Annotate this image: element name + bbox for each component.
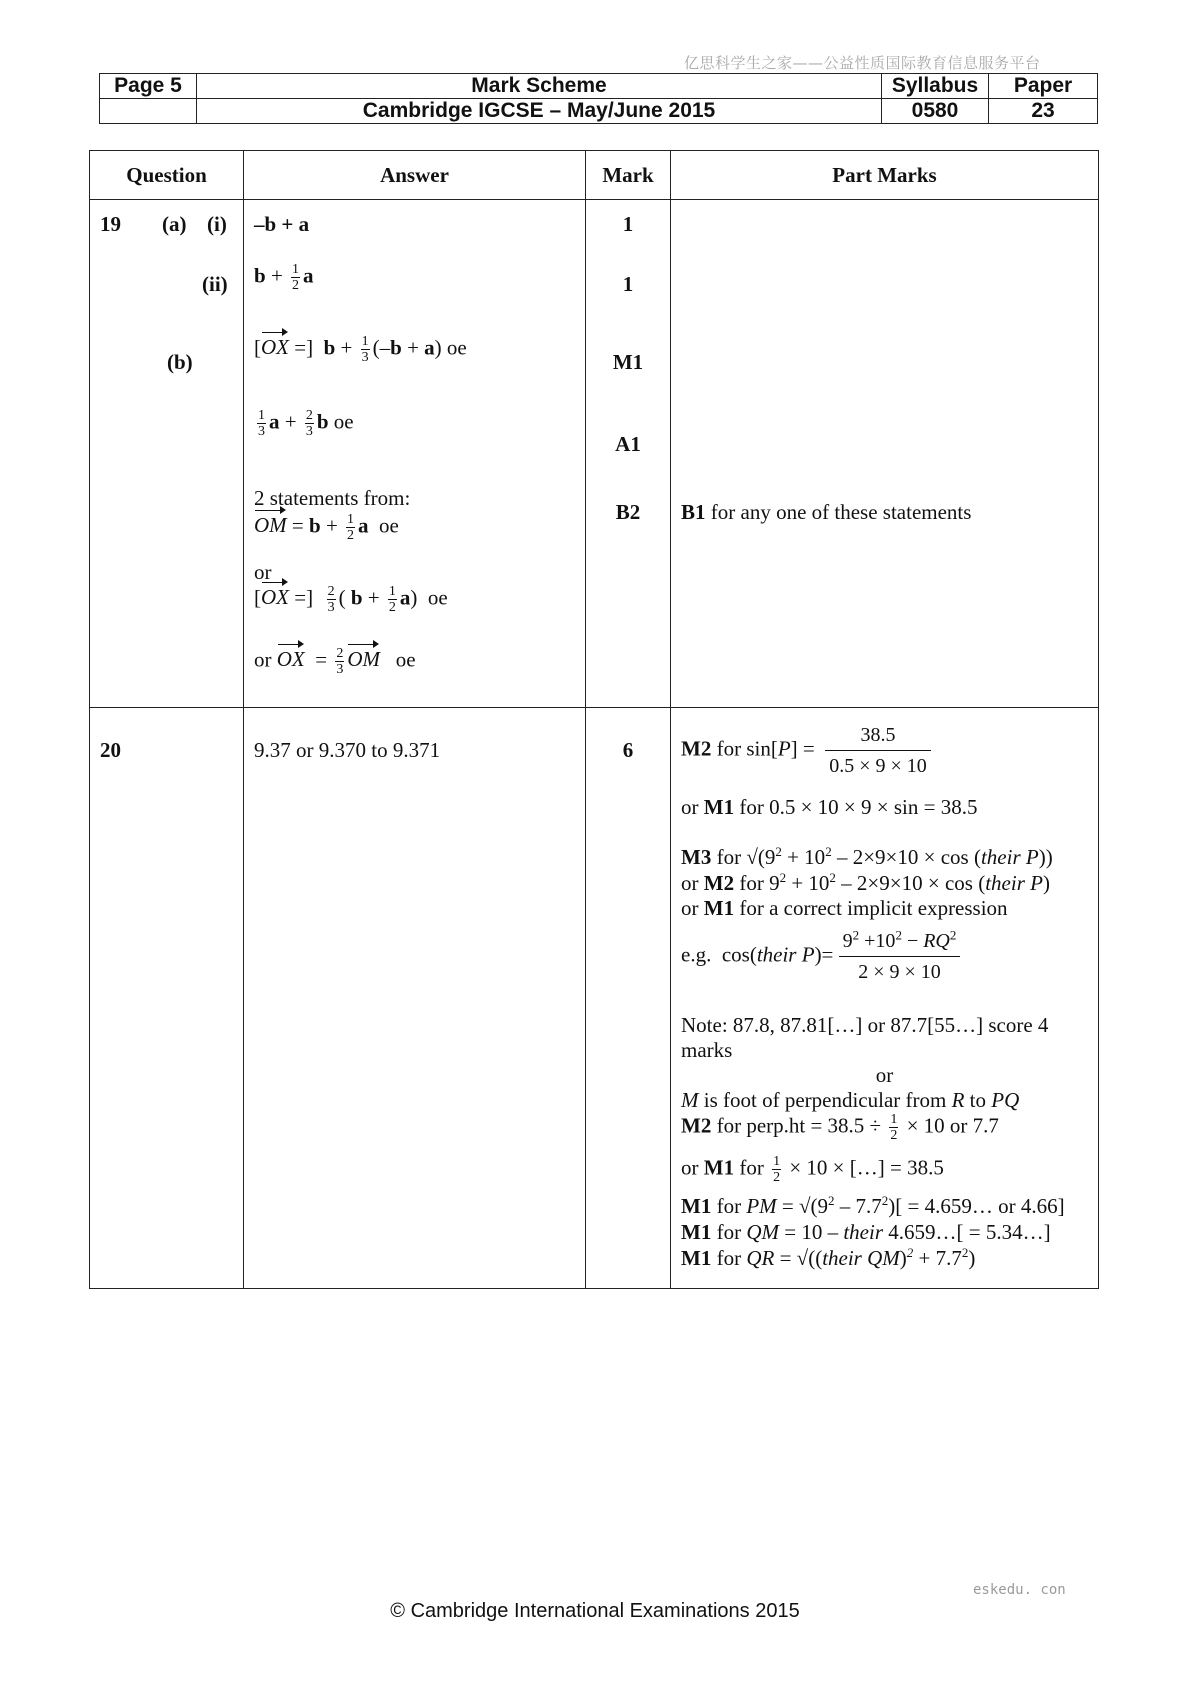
- q19-mark-b3: B2: [615, 500, 641, 524]
- q20-answer: 9.37 or 9.370 to 9.371: [254, 738, 441, 762]
- copyright-footer: © Cambridge International Examinations 2015: [390, 1600, 800, 1622]
- perp-tail: × 10 or 7.7: [906, 1113, 999, 1138]
- m1-label: M1: [681, 1220, 712, 1244]
- syllabus-label: Syllabus: [882, 74, 989, 99]
- q19-or-2: or: [254, 647, 272, 672]
- mark-scheme-table: [89, 150, 1099, 1289]
- q19-mark-ai: 1: [622, 212, 634, 236]
- header-table: [99, 73, 1098, 124]
- q20-number: 20: [100, 738, 121, 762]
- oe-label: oe: [427, 585, 448, 610]
- sin-frac-denominator: 0.5 × 9 × 10: [829, 755, 927, 777]
- q19-part-i: (i): [207, 212, 227, 236]
- oe-label: oe: [379, 513, 399, 538]
- exam-name: Cambridge IGCSE – May/June 2015: [197, 99, 882, 124]
- oe-label: oe: [395, 647, 416, 672]
- watermark-bottom: eskedu. con: [973, 1582, 1066, 1598]
- q20-m1-pm: M1 for PM = $√(9^2 - 7.7^2)$[ = 4.659… or 4.66]: [681, 1193, 1065, 1218]
- q19-mark-b2: A1: [615, 432, 641, 456]
- q20-or-center: or: [875, 1063, 894, 1087]
- q20-answer-cell: [244, 708, 586, 1289]
- q20-m2-perp: M2 for perp.ht = 38.5 ÷ $\frac{1}{2}$ × 10 or 7.7: [681, 1112, 999, 1143]
- q19-b1-label: B1: [681, 500, 706, 524]
- q20-question-cell: [90, 708, 244, 1289]
- oe-label: oe: [446, 335, 467, 360]
- q19-b1-text: for any one of these statements: [710, 500, 972, 524]
- q20-m2-sin: M2 for sin[P] = $\frac{38.5}{0.5 \times 9 \times 10}$: [681, 722, 931, 779]
- m1-label: M1: [703, 1155, 735, 1180]
- oe-label: oe: [333, 409, 354, 434]
- m2-label: M2: [703, 871, 735, 895]
- table-row-q19: [90, 200, 1099, 708]
- q20-m2-cosine: or M2 for $9^2 + 10^2 - 2\times 9\times 10 \times \cos$ (their P): [681, 870, 1050, 895]
- cos-frac-denominator: 2 × 9 × 10: [858, 961, 941, 983]
- q19-statements-label: 2 statements from:: [254, 486, 411, 510]
- q20-part-marks-cell: [671, 708, 1099, 1289]
- q20-note: Note: 87.8, 87.81[…] or 87.7[55…] score 4: [681, 1013, 1049, 1037]
- q19-mark-cell: [586, 200, 671, 708]
- m1-area-text: for 0.5 × 10 × 9 × sin = 38.5: [739, 795, 978, 819]
- q19-statement-ox-om: or OX = $\frac{2}{3}$ OM oe: [254, 646, 416, 677]
- q20-eg-cos: e.g. cos(their P)= $\frac{9^2 +10^2 - RQ^2}{2 \times 9 \times 10}$: [681, 928, 960, 985]
- paper-number: 23: [989, 99, 1098, 124]
- q19-part-b: (b): [167, 350, 193, 374]
- col-mark: Mark: [586, 151, 671, 200]
- m1-label: M1: [703, 795, 735, 819]
- m2-label: M2: [681, 736, 712, 761]
- q19-answer-b-result: $\frac{1}{3}$ a + $\frac{2}{3}$ b oe: [258, 408, 354, 439]
- m1-label: M1: [703, 896, 735, 920]
- q19-statement-ox: [OX =] $\frac{2}{3}$ ( b + $\frac{1}{2}$ a) oe: [254, 584, 448, 615]
- watermark-top: 亿思科学生之家——公益性质国际教育信息服务平台: [684, 54, 1041, 72]
- q20-mark-cell: [586, 708, 671, 1289]
- sin-frac-numerator: 38.5: [825, 722, 931, 751]
- q20-m1-qm: M1 for QM = 10 – their 4.659…[ = 5.34…]: [681, 1220, 1051, 1244]
- col-question: Question: [90, 151, 244, 200]
- col-answer: Answer: [244, 151, 586, 200]
- q19-question-cell: [90, 200, 244, 708]
- q20-m3-cosine: M3 for $√(9^2 + 10^2 - 2\times 9\times 10 \times \cos$ (their P)): [681, 844, 1053, 869]
- m2-label: M2: [681, 1113, 712, 1138]
- q19-part-marks-cell: [671, 200, 1099, 708]
- foot-text: is foot of perpendicular from: [703, 1088, 947, 1112]
- q20-mark: 6: [622, 738, 634, 762]
- col-part-marks: Part Marks: [671, 151, 1099, 200]
- column-headers: [90, 151, 1099, 200]
- q19-part-mark-b: [681, 500, 971, 525]
- q20-note-marks: marks: [681, 1038, 733, 1062]
- q20-m1-area: [681, 795, 977, 820]
- q20-m1-half: or M1 for $\frac{1}{2}$ × 10 × […] = 38.5: [681, 1154, 944, 1185]
- m1-label: M1: [681, 1246, 712, 1270]
- q19-mark-aii: 1: [622, 272, 634, 296]
- syllabus-code: 0580: [882, 99, 989, 124]
- q19-answer-b-ox: [OX =] b + $\frac{1}{3}$ (–b + a) oe: [254, 334, 467, 365]
- q20-foot-perp: M is foot of perpendicular from R to PQ: [681, 1088, 1020, 1112]
- q19-mark-b1: M1: [612, 350, 644, 374]
- q19-answer-ai: –b + a: [254, 212, 310, 236]
- m1-label: M1: [681, 1194, 712, 1218]
- q19-or-1: or: [254, 560, 272, 584]
- area-tail: × 10 × […] = 38.5: [789, 1155, 944, 1180]
- paper-label: Paper: [989, 74, 1098, 99]
- q19-answer-aii: b + $\frac{1}{2}$ a: [254, 262, 314, 293]
- implicit-text: for a correct implicit expression: [739, 896, 1008, 920]
- q19-number: 19: [100, 212, 121, 236]
- m3-label: M3: [681, 845, 712, 869]
- or-label: or: [681, 795, 699, 819]
- q20-m1-implicit: or M1 for a correct implicit expression: [681, 896, 1008, 920]
- q19-statement-om: OM = b + $\frac{1}{2}$ a oe: [254, 512, 399, 543]
- q20-m1-qr: M1 for QR = √((their $QM)^2 + 7.7^2$): [681, 1245, 976, 1270]
- page-number: Page 5: [100, 74, 197, 99]
- q19-answer-cell: [244, 200, 586, 708]
- table-row-q20: [90, 708, 1099, 1289]
- perp-text: for perp.ht = 38.5 ÷: [716, 1113, 882, 1138]
- q19-part-ii: (ii): [202, 272, 228, 296]
- doc-title: Mark Scheme: [197, 74, 882, 99]
- header-empty: [100, 99, 197, 124]
- q19-part-a: (a): [162, 212, 187, 236]
